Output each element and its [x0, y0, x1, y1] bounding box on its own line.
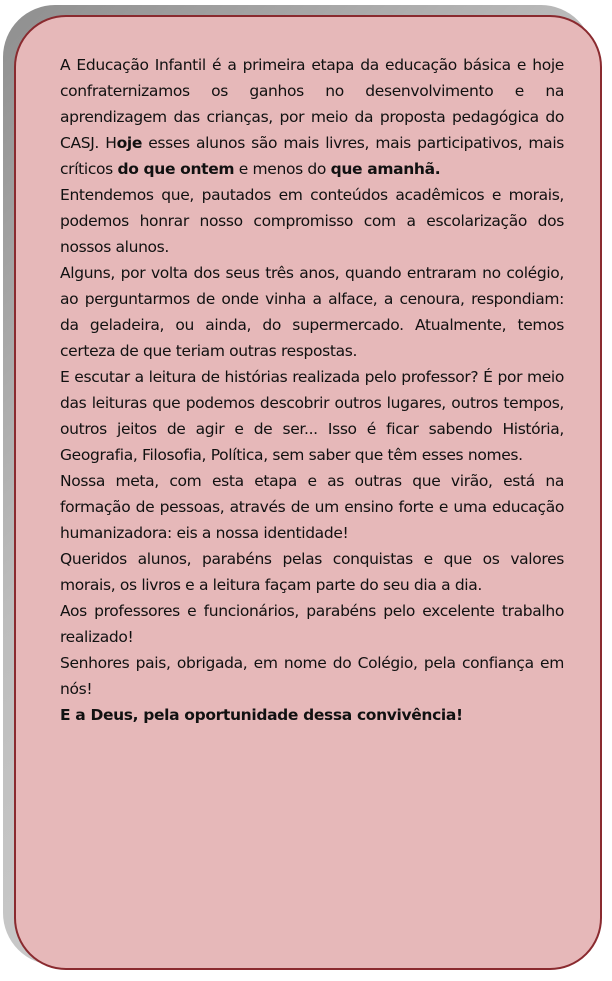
paragraph-goal: Nossa meta, com esta etapa e as outras que virão, está na formação de pessoas, através de um ensino forte e uma educação humanizadora: eis a nossa identidade! [60, 472, 564, 542]
paragraph-reading: E escutar a leitura de histórias realizada pelo professor? É por meio das leituras que podemos descobrir outros lugares, outros tempos, outros jeitos de agir e de ser... Isso é ficar sabendo História, Geografia, Filosofia, Política, sem saber que têm esses nomes. [60, 368, 564, 464]
paragraph-parents: Senhores pais, obrigada, em nome do Colégio, pela confiança em nós! [60, 654, 564, 698]
paragraph-students: Queridos alunos, parabéns pelas conquistas e que os valores morais, os livros e a leitura façam parte do seu dia a dia. [60, 550, 564, 594]
message-text [60, 52, 564, 728]
paragraph-intro: A Educação Infantil é a primeira etapa da educação básica e hoje confraternizamos os ganhos no desenvolvimento e na aprendizagem das crianças, por meio da proposta pedagógica do CASJ. Hoje esses alunos são mais livres, mais participativos, mais críticos do que ontem e menos do que amanhã. [60, 56, 564, 178]
paragraph-commitment: Entendemos que, pautados em conteúdos acadêmicos e morais, podemos honrar nosso compromisso com a escolarização dos nossos alunos. [60, 186, 564, 256]
paragraph-answers: Alguns, por volta dos seus três anos, quando entraram no colégio, ao perguntarmos de onde vinha a alface, a cenoura, respondiam: da geladeira, ou ainda, do supermercado. Atualmente, temos certeza de que teriam outras respostas. [60, 264, 564, 360]
paragraph-closing: E a Deus, pela oportunidade dessa convivência! [60, 706, 463, 724]
paragraph-teachers: Aos professores e funcionários, parabéns pelo excelente trabalho realizado! [60, 602, 564, 646]
